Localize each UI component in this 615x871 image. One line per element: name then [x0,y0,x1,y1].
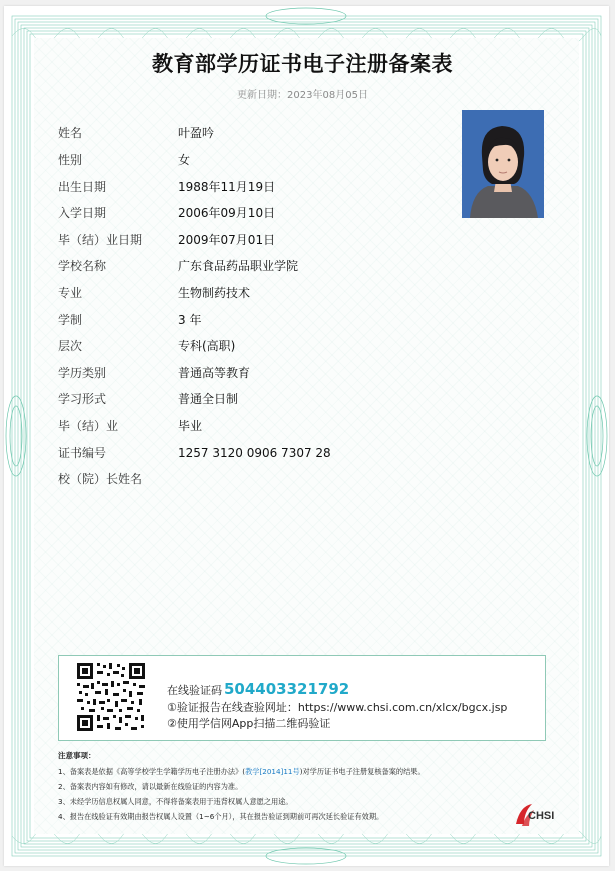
field-label: 学制 [58,313,83,327]
note-item-4: 4、报告在线验证有效期由报告权属人设置（1~6个月），其在报告验证到期前可再次延长验证有效期。 [58,812,384,821]
field-label: 性别 [58,153,83,167]
field-row-name [58,123,438,143]
field-value: 3 年 [178,313,202,327]
notes-heading: 注意事项： [58,751,96,760]
field-value: 2006年09月10日 [178,206,276,220]
field-row-level [58,336,438,356]
note-item-1 [58,766,518,781]
chsi-logo-text: CHSI [528,810,555,822]
field-label: 毕（结）业日期 [58,233,143,247]
regulation-link[interactable]: 教学[2014]11号 [245,767,300,776]
field-row-certificate-number [58,443,438,463]
field-label: 专业 [58,286,83,300]
field-label: 证书编号 [58,446,107,460]
field-row-education-type [58,363,438,383]
field-row-duration [58,310,438,330]
field-label: 校（院）长姓名 [58,472,143,486]
field-row-study-mode [58,389,438,409]
student-photo [462,110,544,218]
verification-box [58,655,546,741]
update-date: 更新日期：2023年08月05日 [237,90,368,101]
field-value: 专科(高职) [178,339,236,353]
field-row-birth-date [58,177,438,197]
verification-code-label: 在线验证码 [167,684,222,697]
qr-code-icon[interactable] [75,661,147,733]
field-row-gender [58,150,438,170]
field-label: 学校名称 [58,259,107,273]
verification-app-instruction: ②使用学信网App扫描二维码验证 [167,717,331,730]
field-row-school [58,256,438,276]
field-value: 女 [178,153,191,167]
field-label: 层次 [58,339,83,353]
note-item-2: 2、备案表内容如有修改，请以最新在线验证的内容为准。 [58,782,243,791]
field-row-president-name [58,469,438,489]
field-value: 广东食品药品职业学院 [178,259,299,273]
note-item-1-text-end: )对学历证书电子注册复核备案的结果。 [299,767,425,776]
document-title: 教育部学历证书电子注册备案表 [152,52,453,76]
field-row-graduation-date [58,230,438,250]
note-item-3: 3、未经学历信息权属人同意，不得将备案表用于违背权属人意愿之用途。 [58,797,293,806]
field-label: 学历类别 [58,366,107,380]
field-value: 毕业 [178,419,203,433]
field-label: 出生日期 [58,180,107,194]
field-value: 普通全日制 [178,392,239,406]
field-value: 2009年07月01日 [178,233,276,247]
field-label: 毕（结）业 [58,419,119,433]
field-row-major [58,283,438,303]
field-value: 叶盈吟 [178,126,215,140]
field-value: 普通高等教育 [178,366,251,380]
field-row-enroll-date [58,203,438,223]
field-row-graduation-status [58,416,438,436]
field-value: 1257 3120 0906 7307 28 [178,446,331,460]
verification-code-line [167,680,349,698]
verification-url-instruction: ①验证报告在线查验网址：https://www.chsi.com.cn/xlcx/bgcx.jsp [167,701,508,714]
field-label: 入学日期 [58,206,107,220]
field-value: 生物制药技术 [178,286,251,300]
field-label: 学习形式 [58,392,107,406]
verification-code: 504403321792 [224,680,350,698]
note-item-1-text: 1、备案表是依据《高等学校学生学籍学历电子注册办法》( [58,767,246,776]
notes-section [58,750,518,826]
field-label: 姓名 [58,126,83,140]
field-value: 1988年11月19日 [178,180,276,194]
